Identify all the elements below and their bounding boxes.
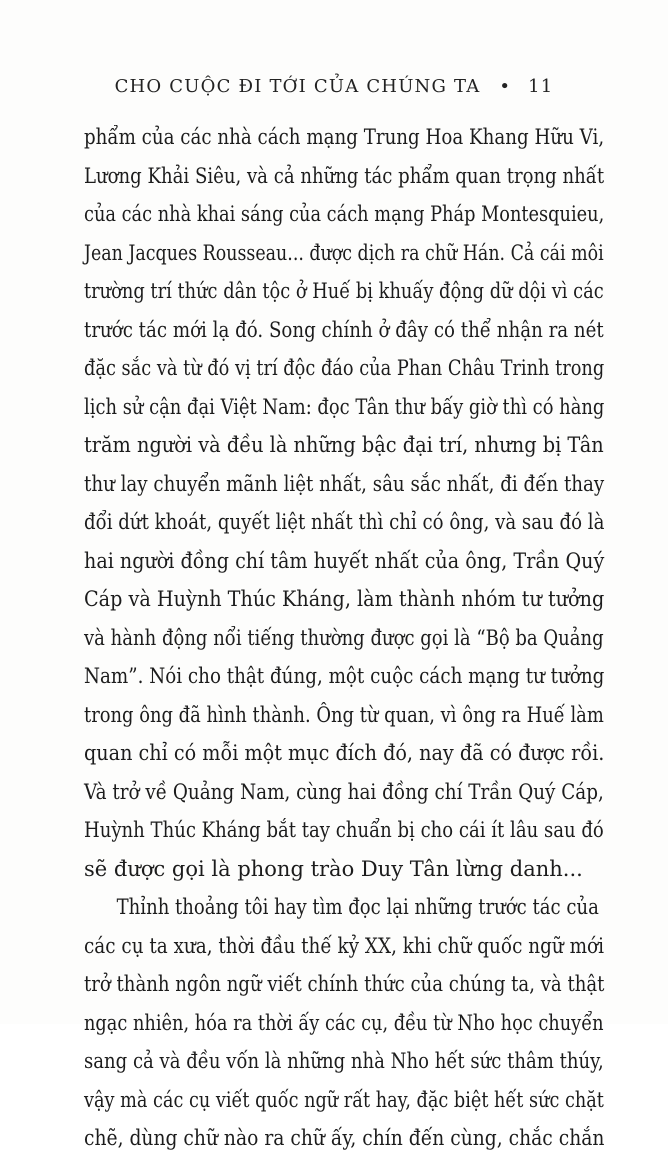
text-line: Thỉnh thoảng tôi hay tìm đọc lại những trước tác của xyxy=(116,895,599,919)
text-line: quan chỉ có mỗi một mục đích đó, nay đã có được rồi. xyxy=(84,741,605,765)
paragraph-1 xyxy=(84,118,604,888)
text-line: Jean Jacques Rousseau... được dịch ra chữ Hán. Cả cái môi xyxy=(84,240,604,265)
text-line: vậy mà các cụ viết quốc ngữ rất hay, đặc biệt hết sức chặt xyxy=(84,1087,604,1112)
text-line: hai người đồng chí tâm huyết nhất của ông, Trần Quý xyxy=(84,548,605,573)
text-line: Huỳnh Thúc Kháng bắt tay chuẩn bị cho cái ít lâu sau đó xyxy=(84,818,604,842)
chapter-title: CHO CUỘC ĐI TỚI CỦA CHÚNG TA xyxy=(114,76,481,97)
running-header xyxy=(0,76,668,97)
text-line: chẽ, dùng chữ nào ra chữ ấy, chín đến cùng, chắc chắn xyxy=(84,1126,605,1150)
text-line: Nam”. Nói cho thật đúng, một cuộc cách mạng tư tưởng xyxy=(84,664,605,688)
text-line: trong ông đã hình thành. Ông từ quan, vì ông ra Huế làm xyxy=(84,702,604,727)
text-line: của các nhà khai sáng của cách mạng Pháp Montesquieu, xyxy=(84,202,605,226)
text-line: sang cả và đều vốn là những nhà Nho hết sức thâm thúy, xyxy=(84,1049,604,1073)
text-line: trăm người và đều là những bậc đại trí, nhưng bị Tân xyxy=(84,433,604,457)
header-separator: • xyxy=(499,76,512,97)
text-line: và hành động nổi tiếng thường được gọi là “Bộ ba Quảng xyxy=(84,625,604,650)
text-line: Cáp và Huỳnh Thúc Kháng, làm thành nhóm tư tưởng xyxy=(84,587,605,611)
text-line: Lương Khải Siêu, và cả những tác phẩm quan trọng nhất xyxy=(84,163,605,188)
text-line: trước tác mới lạ đó. Song chính ở đây có thể nhận ra nét xyxy=(84,317,604,342)
text-line: đặc sắc và từ đó vị trí độc đáo của Phan Châu Trinh trong xyxy=(84,356,605,380)
text-line: các cụ ta xưa, thời đầu thế kỷ XX, khi chữ quốc ngữ mới xyxy=(84,933,604,958)
text-line: lịch sử cận đại Việt Nam: đọc Tân thư bấy giờ thì có hàng xyxy=(84,394,605,419)
text-line: Và trở về Quảng Nam, cùng hai đồng chí Trần Quý Cáp, xyxy=(84,779,604,804)
text-line: đổi dứt khoát, quyết liệt nhất thì chỉ có ông, và sau đó là xyxy=(84,510,605,534)
text-line: thư lay chuyển mãnh liệt nhất, sâu sắc nhất, đi đến thay xyxy=(84,471,605,496)
page-number: 11 xyxy=(528,76,554,97)
paragraph-2 xyxy=(84,888,604,1158)
text-line: trở thành ngôn ngữ viết chính thức của chúng ta, và thật xyxy=(84,972,605,996)
text-line: ngạc nhiên, hóa ra thời ấy các cụ, đều từ Nho học chuyển xyxy=(84,1010,604,1035)
text-line: sẽ được gọi là phong trào Duy Tân lừng danh... xyxy=(84,856,583,881)
text-line: phẩm của các nhà cách mạng Trung Hoa Khang Hữu Vi, xyxy=(84,125,605,149)
body-text xyxy=(84,118,604,1158)
text-line: trường trí thức dân tộc ở Huế bị khuấy động dữ dội vì các xyxy=(84,279,604,303)
